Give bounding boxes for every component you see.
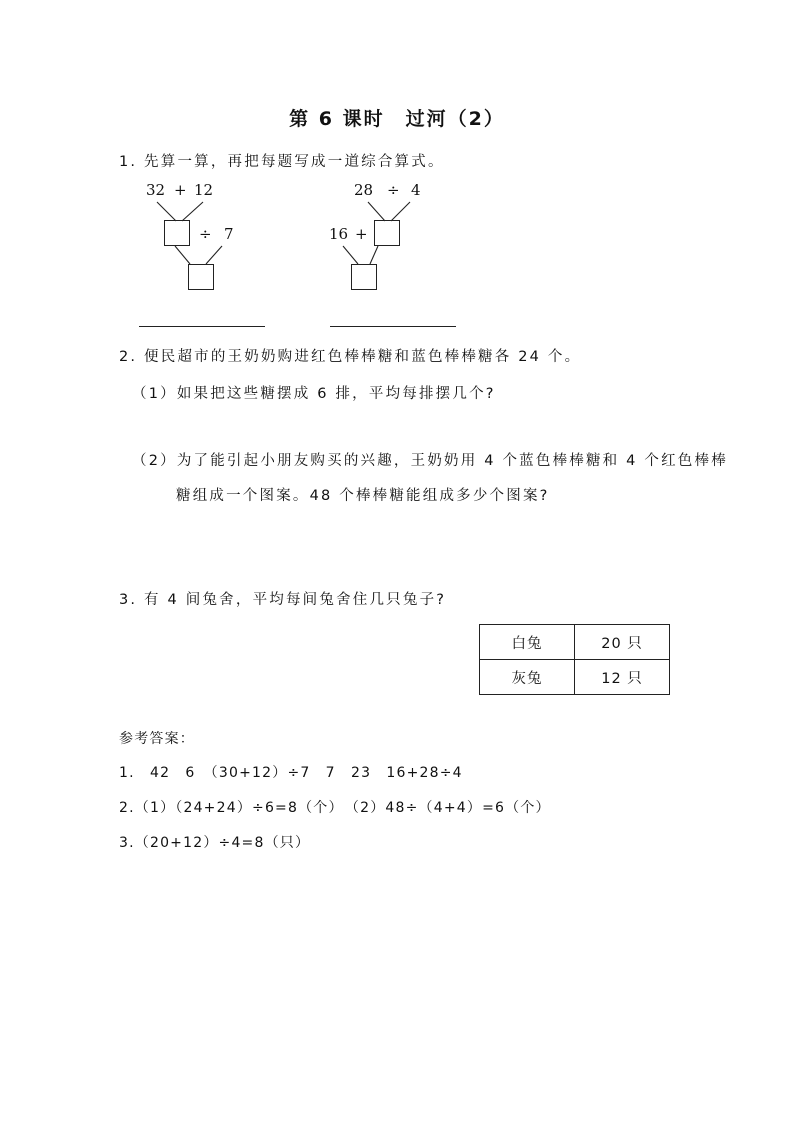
question-2-part-2-line-2: 糖组成一个图案。48 个棒棒糖能组成多少个图案? [176,488,550,504]
table-row [480,625,670,660]
answer-box[interactable] [164,220,190,246]
table-row [480,660,670,695]
answer-box[interactable] [188,264,214,290]
rabbit-count: 20 只 [575,625,670,660]
answer-1: 1. 42 6 （30+12）÷7 7 23 16+28÷4 [119,765,463,781]
rabbit-kind: 白兔 [480,625,575,660]
question-2-text: 2. 便民超市的王奶奶购进红色棒棒糖和蓝色棒棒糖各 24 个。 [119,349,582,365]
right-operand-a: 28 [354,181,374,199]
right-operand-b: 4 [411,181,421,199]
question-2-part-2-line-1: （2）为了能引起小朋友购买的兴趣，王奶奶用 4 个蓝色棒棒糖和 4 个红色棒棒 [132,453,728,469]
answer-box[interactable] [351,264,377,290]
right-operator-1: ÷ [387,181,400,199]
answer-2: 2.（1）（24+24）÷6=8（个） （2）48÷（4+4）=6（个） [119,800,551,816]
page-title: 第 6 课时 过河（2） [289,108,505,130]
left-operand-b: 12 [194,181,214,199]
answers-heading: 参考答案： [119,731,195,747]
question-1-diagram-lines [0,0,794,340]
answer-line[interactable] [139,326,265,327]
answer-3: 3.（20+12）÷4=8（只） [119,835,311,851]
right-operator-2: + [355,225,368,243]
answer-box[interactable] [374,220,400,246]
left-operand-a: 32 [146,181,166,199]
left-operator-2: ÷ [199,225,212,243]
question-3-text: 3. 有 4 间兔舍，平均每间兔舍住几只兔子? [119,592,447,608]
question-1-text: 1. 先算一算，再把每题写成一道综合算式。 [119,154,445,170]
left-operator-1: + [174,181,187,199]
right-operand-c: 16 [329,225,349,243]
rabbit-kind: 灰兔 [480,660,575,695]
answer-line[interactable] [330,326,456,327]
left-operand-c: 7 [224,225,234,243]
rabbit-count: 12 只 [575,660,670,695]
question-2-part-1: （1）如果把这些糖摆成 6 排，平均每排摆几个? [132,386,496,402]
rabbit-table [479,624,670,695]
